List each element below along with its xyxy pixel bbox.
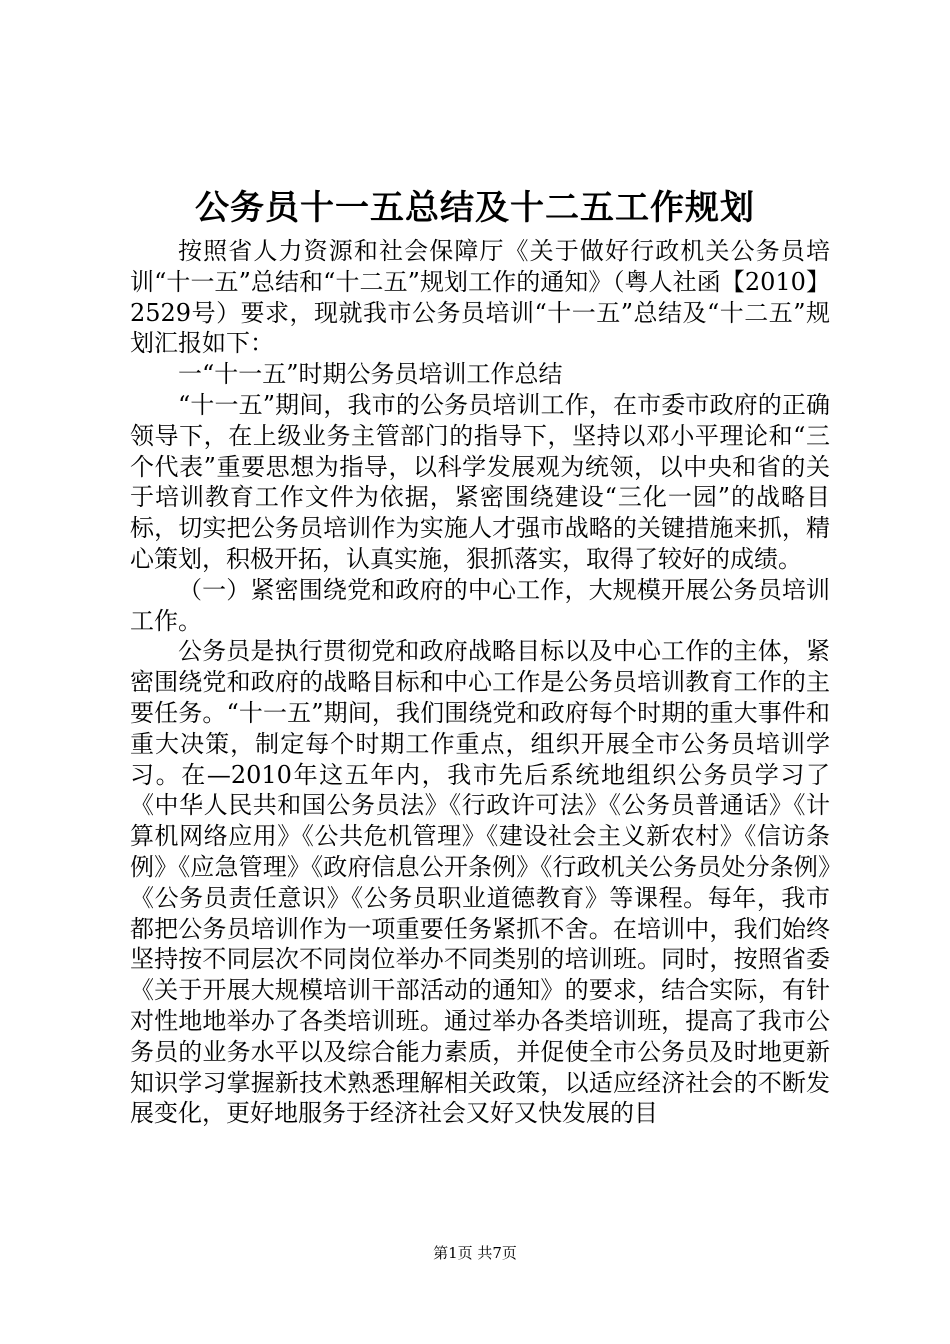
document-title: 公务员十一五总结及十二五工作规划 bbox=[195, 188, 755, 228]
intro-paragraph: 按照省人力资源和社会保障厅《关于做好行政机关公务员培训“十一五”总结和“十二五”规划工作的通知》（粤人社函【2010】2529号）要求，现就我市公务员培训“十一五”总结及“十二五”规划汇报如下： bbox=[130, 237, 830, 358]
page-footer: 第1页 共7页 bbox=[433, 1244, 517, 1262]
body-paragraph: 公务员是执行贯彻党和政府战略目标以及中心工作的主体，紧密围绕党和政府的战略目标和中心工作是公务员培训教育工作的主要任务。“十一五”期间，我们围绕党和政府每个时期的重大事件和重大决策，制定每个时期工作重点，组织开展全市公务员培训学习。在—2010年这五年内，我市先后系统地组织公务员学习了《中华人民共和国公务员法》《行政许可法》《公务员普通话》《计算机网络应用》《公共危机管理》《建设社会主义新农村》《信访条例》《应急管理》《政府信息公开条例》《行政机关公务员处分条例》《公务员责任意识》《公务员职业道德教育》等课程。每年，我市都把公务员培训作为一项重要任务紧抓不舍。在培训中，我们始终坚持按不同层次不同岗位举办不同类别的培训班。同时，按照省委《关于开展大规模培训干部活动的通知》的要求，结合实际，有针对性地地举办了各类培训班。通过举办各类培训班，提高了我市公务员的业务水平以及综合能力素质，并促使全市公务员及时地更新知识学习掌握新技术熟悉理解相关政策，以适应经济社会的不断发展变化，更好地服务于经济社会又好又快发展的目 bbox=[130, 637, 830, 1128]
document-body bbox=[130, 236, 830, 1129]
subsection-heading: （一）紧密围绕党和政府的中心工作，大规模开展公务员培训工作。 bbox=[130, 575, 830, 635]
section-heading: 一“十一五”时期公务员培训工作总结 bbox=[178, 360, 563, 389]
summary-paragraph: “十一五”期间，我市的公务员培训工作，在市委市政府的正确领导下，在上级业务主管部门的指导下，坚持以邓小平理论和“三个代表”重要思想为指导，以科学发展观为统领，以中央和省的关于培训教育工作文件为依据，紧密围绕建设“三化一园”的战略目标，切实把公务员培训作为实施人才强市战略的关键措施来抓，精心策划，积极开拓，认真实施，狠抓落实，取得了较好的成绩。 bbox=[130, 390, 830, 573]
